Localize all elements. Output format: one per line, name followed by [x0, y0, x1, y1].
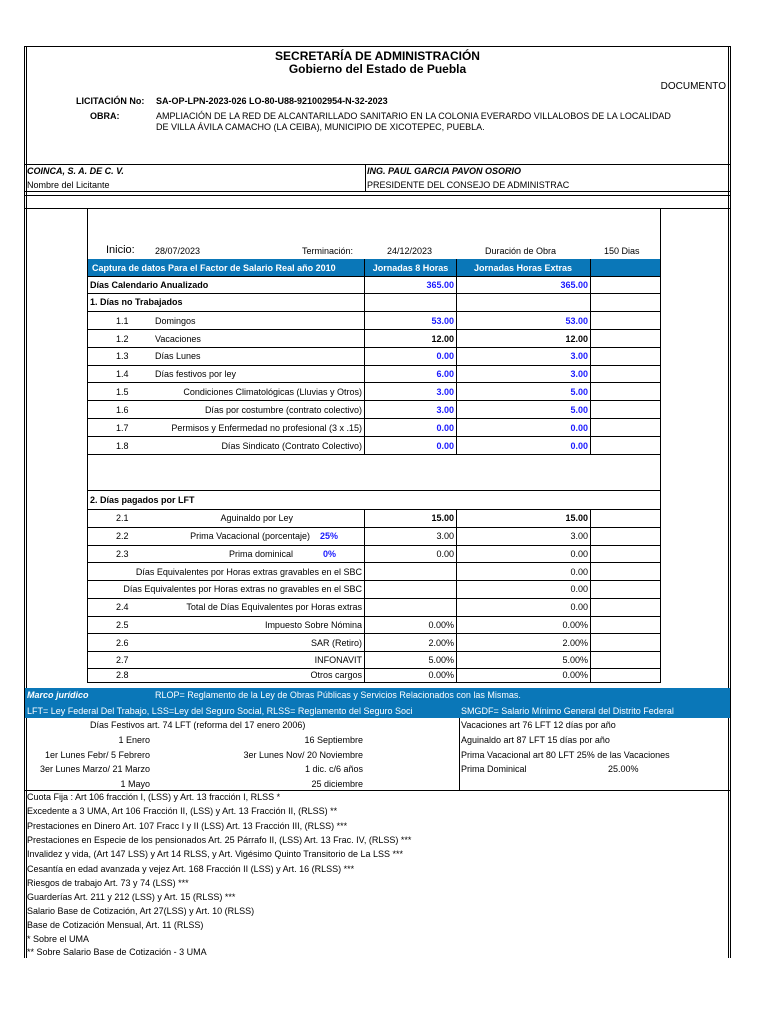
row-line — [88, 436, 660, 437]
festivos-bottom-rule — [24, 790, 731, 791]
row-label: Domingos — [155, 316, 196, 326]
frame-top — [24, 46, 731, 47]
frame-right — [728, 46, 729, 958]
row-num: 1.1 — [116, 316, 129, 326]
obra-line1: AMPLIACIÓN DE LA RED DE ALCANTARILLADO SANITARIO EN LA COLONIA EVERARDO VILLALOBOS DE LA LOCALIDAD — [156, 111, 671, 121]
row-line — [88, 651, 660, 652]
row-label: Días Lunes — [155, 351, 201, 361]
row-value-b: 3.00 — [570, 531, 588, 541]
row-value-b: 0.00 — [570, 441, 588, 451]
row-line — [88, 580, 660, 581]
row-value-b: 0.00 — [570, 549, 588, 559]
row-line — [88, 329, 660, 330]
row-line — [88, 490, 660, 491]
festivos-title: Días Festivos art. 74 LFT (reforma del 17 enero 2006) — [90, 720, 306, 730]
note-line: Invalidez y vida, (Art 147 LSS) y Art 14 RLSS, y Art. Vigésimo Quinto Transitorio de La LSS *** — [27, 849, 404, 859]
jornadas8-header: Jornadas 8 Horas — [372, 263, 449, 273]
prestacion-item: Vacaciones art 76 LFT 12 días por año — [461, 720, 616, 730]
marco-label: Marco jurídico — [27, 690, 89, 700]
festivo-item: 3er Lunes Nov/ 20 Noviembre — [243, 750, 363, 760]
table-left — [87, 208, 88, 682]
licitante-rep-label: PRESIDENTE DEL CONSEJO DE ADMINISTRAC — [367, 180, 570, 190]
row-value-a: 0.00 — [436, 441, 454, 451]
row-value-b: 3.00 — [570, 369, 588, 379]
licitante-rep: ING. PAUL GARCIA PAVON OSORIO — [367, 166, 522, 176]
marco-line2a: LFT= Ley Federal Del Trabajo, LSS=Ley del Seguro Social, RLSS= Reglamento del Seguro Soci — [27, 706, 413, 716]
duracion-value: 150 Dias — [604, 246, 640, 256]
frame-right-outer — [730, 46, 731, 958]
row-line — [88, 293, 660, 294]
row-value-a: 53.00 — [431, 316, 454, 326]
licitante-divider — [365, 164, 366, 191]
row-line — [88, 545, 660, 546]
note-line: Base de Cotización Mensual, Art. 11 (RLSS) — [27, 920, 204, 930]
row-value-a: 6.00 — [436, 369, 454, 379]
col-line-b1 — [456, 259, 457, 454]
section-rule-1 — [24, 195, 731, 196]
festivos-divider — [459, 718, 460, 790]
row-value-a: 5.00% — [428, 655, 454, 665]
row-line — [88, 418, 660, 419]
col-line-c1 — [590, 259, 591, 454]
row-line — [88, 400, 660, 401]
note-line: Riesgos de trabajo Art. 73 y 74 (LSS) *** — [27, 878, 189, 888]
row-label: INFONAVIT — [314, 655, 362, 665]
row-value-a: 3.00 — [436, 531, 454, 541]
row-line — [88, 616, 660, 617]
row-label: Días Equivalentes por Horas extras no gravables en el SBC — [123, 584, 362, 594]
header-subtitle: Gobierno del Estado de Puebla — [288, 62, 467, 76]
col-line-a2 — [364, 509, 365, 682]
row-label: Permisos y Enfermedad no profesional (3 x .15) — [171, 423, 362, 433]
prestacion-item: Prima Dominical — [461, 764, 527, 774]
licitante-top-rule — [24, 164, 731, 165]
section1-title: 1. Días no Trabajados — [90, 297, 183, 307]
row-value-a: 0.00 — [436, 351, 454, 361]
row-line — [88, 276, 660, 277]
row-value-b: 53.00 — [565, 316, 588, 326]
note-line: * Sobre el UMA — [27, 934, 90, 944]
row-line — [88, 527, 660, 528]
duracion-label: Duración de Obra — [485, 246, 557, 256]
obra-line2: DE VILLA ÁVILA CAMACHO (LA CEIBA), MUNICIPIO DE XICOTEPEC, PUEBLA. — [156, 122, 485, 132]
row-label: Días Equivalentes por Horas extras gravables en el SBC — [135, 567, 362, 577]
row-label: Condiciones Climatológicas (Lluvias y Otros) — [183, 387, 362, 397]
row-num: 2.7 — [116, 655, 129, 665]
row-num: 1.6 — [116, 405, 129, 415]
row-num: 1.5 — [116, 387, 129, 397]
prestacion-item: Aguinaldo art 87 LFT 15 días por año — [461, 735, 610, 745]
festivo-item: 3er Lunes Marzo/ 21 Marzo — [39, 764, 150, 774]
row-label: Días por costumbre (contrato colectivo) — [204, 405, 362, 415]
row-line — [88, 509, 660, 510]
row-num: 2.6 — [116, 638, 129, 648]
row-line — [88, 562, 660, 563]
festivo-item: 1 dic. c/6 años — [304, 764, 363, 774]
row-label: Prima Vacacional (porcentaje) — [190, 531, 310, 541]
licitante-name-label: Nombre del Licitante — [27, 180, 110, 190]
row-value-a: 0.00 — [436, 423, 454, 433]
licitacion-value: SA-OP-LPN-2023-026 LO-80-U88-921002954-N-32-2023 — [156, 96, 388, 106]
note-line: Excedente a 3 UMA, Art 106 Fracción II, (LSS) y Art. 13 Fracción II, (RLSS) ** — [27, 806, 338, 816]
table-right — [660, 208, 661, 682]
anual-b: 365.00 — [560, 280, 588, 290]
row-value-b: 5.00 — [570, 405, 588, 415]
row-num: 2.4 — [116, 602, 129, 612]
row-value-a: 0.00% — [428, 670, 454, 680]
row-value-b: 0.00 — [570, 602, 588, 612]
section2-title: 2. Días pagados por LFT — [90, 495, 195, 505]
row-num: 1.3 — [116, 351, 129, 361]
captura-header: Captura de datos Para el Factor de Salario Real año 2010 — [92, 263, 336, 273]
termino-value: 24/12/2023 — [387, 246, 433, 256]
row-line — [88, 633, 660, 634]
festivo-item: 1 Enero — [118, 735, 150, 745]
row-label: Otros cargos — [310, 670, 362, 680]
col-line-c2 — [590, 509, 591, 682]
row-line — [88, 365, 660, 366]
row-value-b: 5.00 — [570, 387, 588, 397]
inicio-value: 28/07/2023 — [155, 246, 201, 256]
prima-vacacional-pct: 25% — [320, 531, 339, 541]
licitante-bottom-rule — [24, 191, 731, 192]
marco-line2b: SMGDF= Salario Mínimo General del Distrito Federal — [461, 706, 674, 716]
anual-label: Días Calendario Anualizado — [90, 280, 209, 290]
row-value-a: 15.00 — [431, 513, 454, 523]
festivo-item: 16 Septiembre — [304, 735, 363, 745]
row-label: Días festivos por ley — [155, 369, 237, 379]
inicio-label: Inicio: — [106, 244, 135, 256]
row-line — [88, 668, 660, 669]
prestacion-item: 25.00% — [608, 764, 639, 774]
row-value-b: 0.00 — [570, 423, 588, 433]
note-line: Salario Base de Cotización, Art 27(LSS) y Art. 10 (RLSS) — [27, 906, 255, 916]
row-label: Prima dominical — [228, 549, 293, 559]
row-line — [88, 311, 660, 312]
note-line: Cesantía en edad avanzada y vejez Art. 168 Fracción II (LSS) y Art. 16 (RLSS) *** — [27, 864, 355, 874]
row-value-b: 2.00% — [562, 638, 588, 648]
festivo-item: 1 Mayo — [120, 779, 150, 789]
row-num: 2.2 — [116, 531, 129, 541]
row-line — [88, 598, 660, 599]
row-label: Impuesto Sobre Nómina — [264, 620, 362, 630]
festivo-item: 1er Lunes Febr/ 5 Febrero — [44, 750, 150, 760]
row-value-b: 0.00% — [562, 670, 588, 680]
prima-dominical-pct: 0% — [323, 549, 337, 559]
header-title: SECRETARÍA DE ADMINISTRACIÓN — [275, 49, 480, 63]
termino-label: Terminación: — [302, 246, 354, 256]
note-line: Guarderías Art. 211 y 212 (LSS) y Art. 15 (RLSS) *** — [27, 892, 236, 902]
row-value-b: 0.00 — [570, 567, 588, 577]
row-num: 1.7 — [116, 423, 129, 433]
row-label: SAR (Retiro) — [310, 638, 362, 648]
row-value-b: 0.00 — [570, 584, 588, 594]
prestacion-item: Prima Vacacional art 80 LFT 25% de las Vacaciones — [461, 750, 670, 760]
row-num: 2.1 — [116, 513, 129, 523]
row-line — [88, 382, 660, 383]
note-line: Cuota Fija : Art 106 fracción I, (LSS) y Art. 13 fracción I, RLSS * — [27, 792, 281, 802]
row-value-b: 15.00 — [565, 513, 588, 523]
row-label: Aguinaldo por Ley — [220, 513, 293, 523]
row-num: 2.5 — [116, 620, 129, 630]
note-line: ** Sobre Salario Base de Cotización - 3 UMA — [27, 947, 207, 957]
row-value-a: 2.00% — [428, 638, 454, 648]
table-bottom — [87, 682, 661, 683]
row-label: Total de Días Equivalentes por Horas extras — [186, 602, 362, 612]
row-label: Días Sindicato (Contrato Colectivo) — [221, 441, 362, 451]
row-value-b: 12.00 — [565, 334, 588, 344]
row-value-a: 3.00 — [436, 405, 454, 415]
row-num: 1.2 — [116, 334, 129, 344]
licitante-name: COINCA, S. A. DE C. V. — [27, 166, 124, 176]
col-line-a1 — [364, 259, 365, 454]
documento-label: DOCUMENTO — [660, 81, 726, 92]
row-value-a: 0.00 — [436, 549, 454, 559]
obra-label: OBRA: — [90, 111, 120, 121]
section-rule-2 — [24, 208, 731, 209]
row-label: Vacaciones — [155, 334, 201, 344]
row-num: 1.4 — [116, 369, 129, 379]
festivo-item: 25 diciembre — [311, 779, 363, 789]
row-value-b: 0.00% — [562, 620, 588, 630]
row-num: 1.8 — [116, 441, 129, 451]
row-num: 2.8 — [116, 670, 129, 680]
row-line — [88, 454, 660, 455]
frame-left — [24, 46, 25, 958]
row-value-a: 3.00 — [436, 387, 454, 397]
note-line: Prestaciones en Especie de los pensionados Art. 25 Párrafo II, (LSS) Art. 13 Frac. IV, (RLSS) *** — [27, 835, 412, 845]
marco-rlop: RLOP= Reglamento de la Ley de Obras Públicas y Servicios Relacionados con las Mismas. — [155, 690, 521, 700]
anual-a: 365.00 — [426, 280, 454, 290]
row-num: 2.3 — [116, 549, 129, 559]
row-value-b: 3.00 — [570, 351, 588, 361]
jornadas-extra-header: Jornadas Horas Extras — [473, 263, 573, 273]
row-value-b: 5.00% — [562, 655, 588, 665]
row-line — [88, 347, 660, 348]
note-line: Prestaciones en Dinero Art. 107 Fracc I y II (LSS) Art. 13 Fracción III, (RLSS) *** — [27, 821, 348, 831]
row-value-a: 0.00% — [428, 620, 454, 630]
licitacion-label: LICITACIÓN No: — [76, 96, 145, 106]
row-value-a: 12.00 — [431, 334, 454, 344]
col-line-b2 — [456, 509, 457, 682]
